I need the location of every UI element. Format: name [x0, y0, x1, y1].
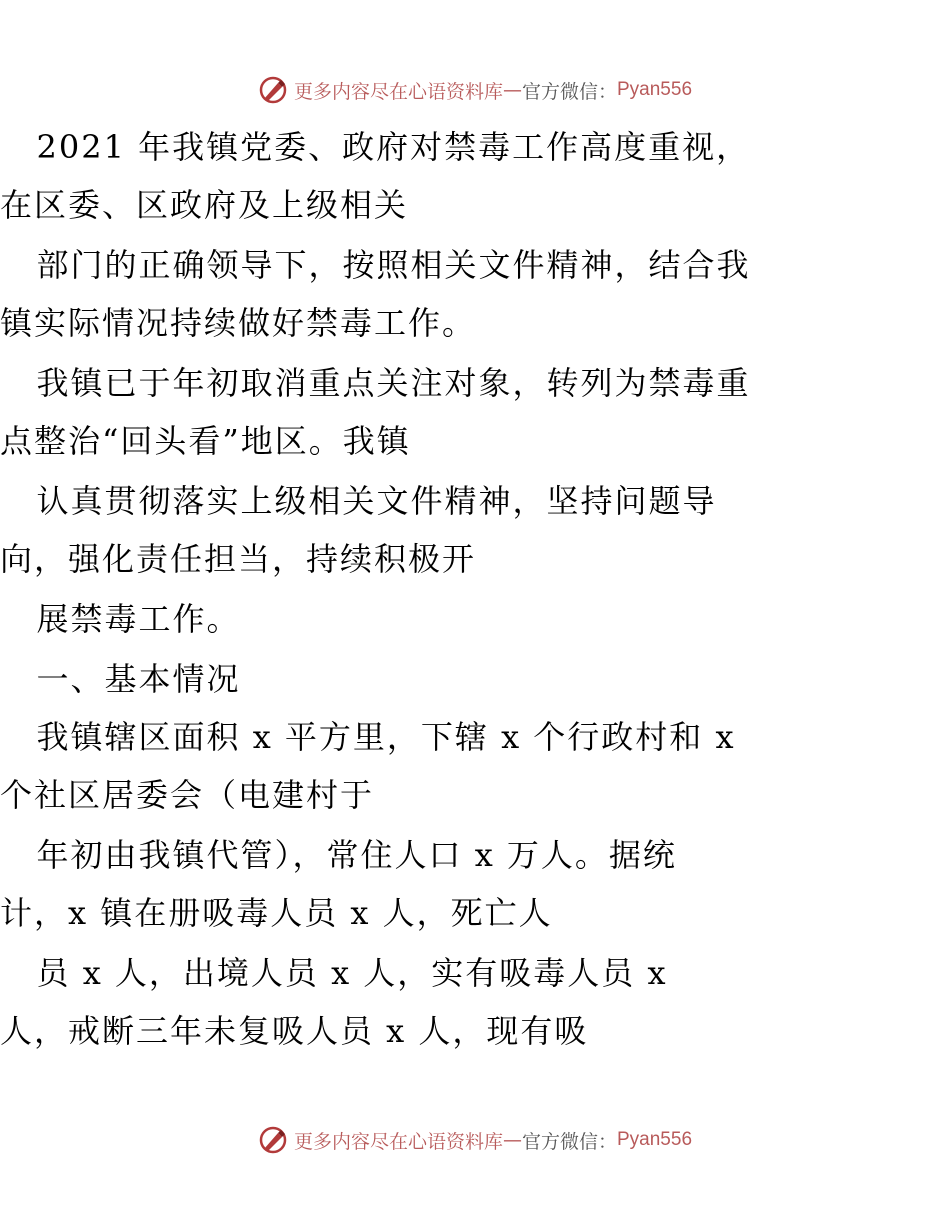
banner-main-text: 更多内容尽在心语资料库 [293, 1130, 503, 1153]
banner-separator: — [502, 79, 522, 101]
text-line: 年初由我镇代管），常住人口 x 万人。据统 [0, 836, 677, 874]
text-line: 向，强化责任担当，持续积极开 [0, 540, 477, 578]
text-line: 个社区居委会（电建村于 [0, 776, 375, 814]
text-line: 点整治“回头看”地区。我镇 [0, 422, 411, 460]
text-line: 人，戒断三年未复吸人员 x 人，现有吸 [0, 1012, 589, 1050]
banner-main-text: 更多内容尽在心语资料库 [293, 80, 503, 103]
banner-wechat-id: Pyan556 [617, 1129, 693, 1150]
text-line: 2021 年我镇党委、政府对禁毒工作高度重视， [0, 128, 751, 166]
header-watermark [0, 70, 950, 110]
banner-label: 官方微信： [521, 1130, 617, 1153]
text-line: 展禁毒工作。 [0, 600, 241, 638]
banner-wechat-id: Pyan556 [617, 79, 693, 100]
pen-logo-icon [258, 1125, 288, 1155]
text-line: 计，x 镇在册吸毒人员 x 人，死亡人 [0, 894, 553, 932]
text-line: 在区委、区政府及上级相关 [0, 186, 409, 224]
text-line: 镇实际情况持续做好禁毒工作。 [0, 304, 477, 342]
text-line: 我镇已于年初取消重点关注对象，转列为禁毒重 [0, 364, 751, 402]
text-line: 员 x 人，出境人员 x 人，实有吸毒人员 x [0, 954, 668, 992]
text-line: 认真贯彻落实上级相关文件精神，坚持问题导 [0, 482, 717, 520]
text-line: 部门的正确领导下，按照相关文件精神，结合我 [0, 246, 751, 284]
pen-logo-icon [258, 75, 288, 105]
footer-watermark [0, 1120, 950, 1160]
text-line: 一、基本情况 [0, 660, 241, 698]
text-line: 我镇辖区面积 x 平方里，下辖 x 个行政村和 x [0, 718, 736, 756]
banner-label: 官方微信： [521, 80, 617, 103]
banner-separator: — [502, 1129, 522, 1151]
